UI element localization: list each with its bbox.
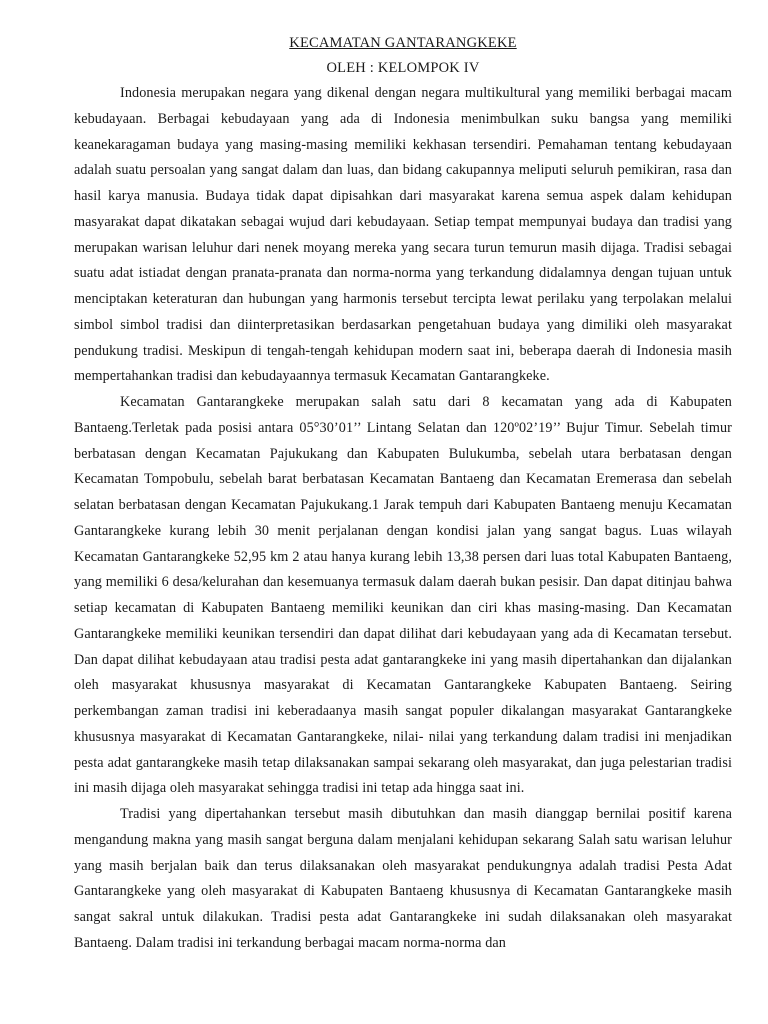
document-subtitle: OLEH : KELOMPOK IV <box>326 60 480 76</box>
document-title: KECAMATAN GANTARANGKEKE <box>289 35 517 51</box>
paragraph-3: Tradisi yang dipertahankan tersebut masih dibutuhkan dan masih dianggap bernilai positif karena mengandung makna yang masih sangat berguna dalam menjalani kehidupan sekarang Salah satu warisan leluhur yang masih berjalan baik dan terus dilaksanakan oleh masyarakat pendukungnya adalah tradisi Pesta Adat Gantarangkeke yang oleh masyarakat di Kabupaten Bantaeng khususnya di Kecamatan Gantarangkeke masih sangat sakral untuk dilakukan. Tradisi pesta adat Gantarangkeke ini sudah dilaksanakan oleh masyarakat Bantaeng. Dalam tradisi ini terkandung berbagai macam norma-norma dan <box>74 806 732 951</box>
paragraph-1: Indonesia merupakan negara yang dikenal dengan negara multikultural yang memiliki berbagai macam kebudayaan. Berbagai kebudayaan yang ada di Indonesia menimbulkan suku bangsa yang memiliki keanekaragaman budaya yang masing-masing memiliki kekhasan tersendiri. Pemahaman tentang kebudayaan adalah suatu persoalan yang sangat dalam dan luas, dan bidang cakupannya meliputi seluruh pemikiran, rasa dan hasil karya manusia. Budaya tidak dapat dipisahkan dari masyarakat karena semua aspek dalam kehidupan masyarakat dapat dikatakan sebagai wujud dari kebudayaan. Setiap tempat mempunyai budaya dan tradisi yang merupakan warisan leluhur dari nenek moyang mereka yang secara turun temurun masih dijaga. Tradisi sebagai suatu adat istiadat dengan pranata-pranata dan norma-norma yang terkandung didalamnya dengan tujuan untuk menciptakan keteraturan dan hubungan yang harmonis tersebut tercipta lewat perilaku yang terpolakan melalui simbol simbol tradisi dan diinterpretasikan berdasarkan pengetahuan budaya yang dimiliki oleh masyarakat pendukung tradisi. Meskipun di tengah-tengah kehidupan modern saat ini, beberapa daerah di Indonesia masih mempertahankan tradisi dan kebudayaannya termasuk Kecamatan Gantarangkeke. <box>74 85 732 385</box>
paragraph-2: Kecamatan Gantarangkeke merupakan salah satu dari 8 kecamatan yang ada di Kabupaten Bantaeng.Terletak pada posisi antara 05°30’01’’ Lintang Selatan dan 120º02’19’’ Bujur Timur. Sebelah timur berbatasan dengan Kecamatan Pajukukang dan Kabupaten Bulukumba, sebelah utara berbatasan dengan Kecamatan Tompobulu, sebelah barat berbatasan Kecamatan Bantaeng dan Kecamatan Eremerasa dan sebelah selatan berbatasan dengan Kecamatan Pajukukang.1 Jarak tempuh dari Kabupaten Bantaeng menuju Kecamatan Gantarangkeke kurang lebih 30 menit perjalanan dengan kondisi jalan yang sangat bagus. Luas wilayah Kecamatan Gantarangkeke 52,95 km 2 atau hanya kurang lebih 13,38 persen dari luas total Kabupaten Bantaeng, yang memiliki 6 desa/kelurahan dan kesemuanya termasuk dalam daerah bukan pesisir. Dan dapat ditinjau bahwa setiap kecamatan di Kabupaten Bantaeng memiliki keunikan dan ciri khas masing-masing. Dan Kecamatan Gantarangkeke memiliki keunikan tersendiri dan dapat dilihat dari kebudayaan yang ada di Kecamatan tersebut. Dan dapat dilihat kebudayaan atau tradisi pesta adat gantarangkeke ini yang masih dipertahankan dan dijalankan oleh masyarakat khususnya masyarakat di Kecamatan Gantarangkeke Kabupaten Bantaeng. Seiring perkembangan zaman tradisi ini keberadaanya masih sangat populer dikalangan masyarakat Gantarangkeke khususnya masyarakat di Kecamatan Gantarangkeke, nilai- nilai yang terkandung dalam tradisi ini menjadikan pesta adat gantarangkeke masih tetap dilaksanakan sampai sekarang oleh masyarakat, dan juga pelestarian tradisi ini masih dijaga oleh masyarakat sehingga tradisi ini tetap ada hingga saat ini. <box>74 394 732 797</box>
